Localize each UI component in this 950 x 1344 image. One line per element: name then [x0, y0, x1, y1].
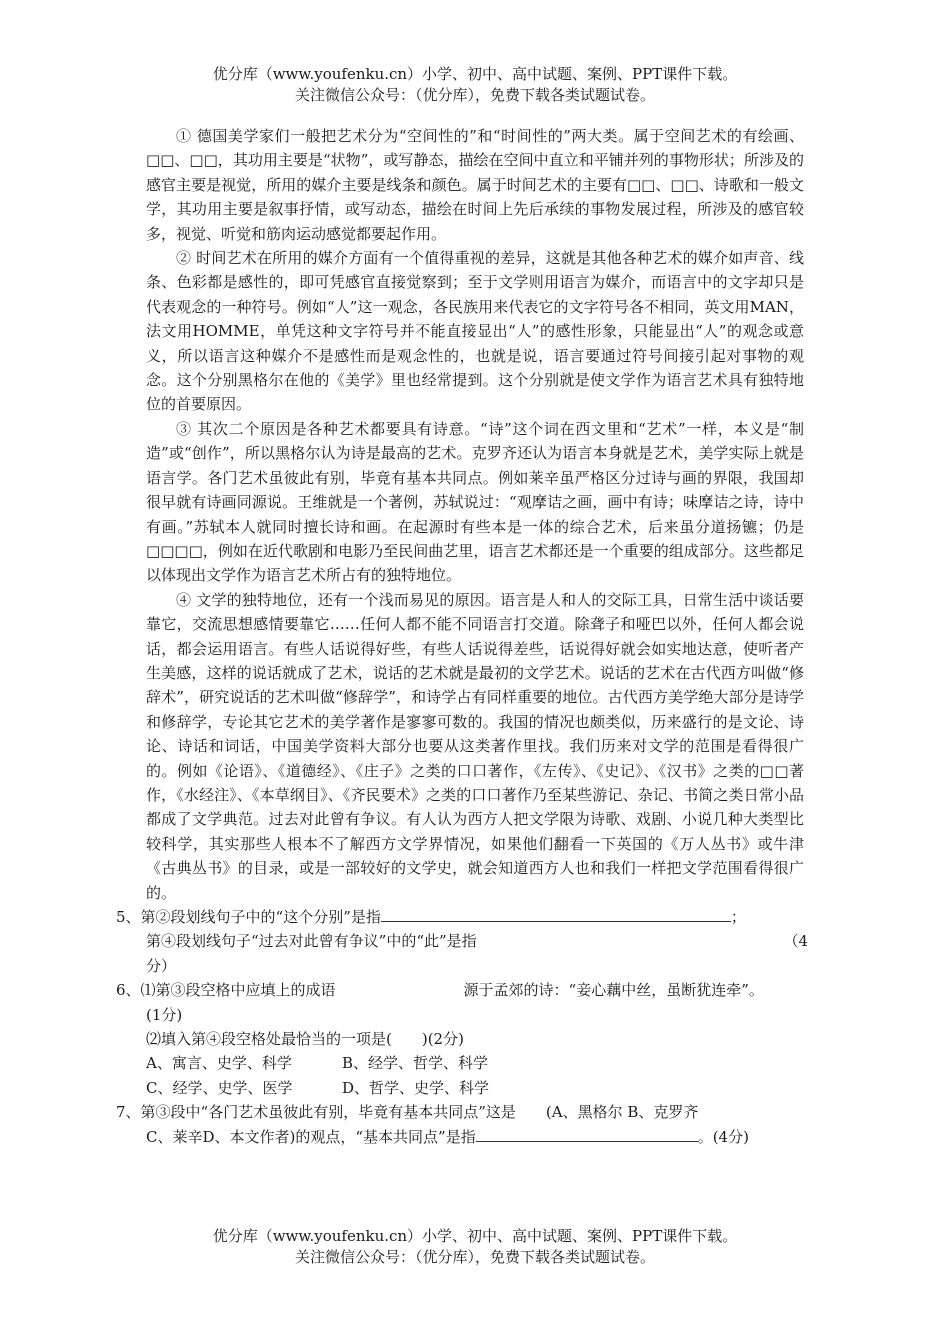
q6-part1-b: 源于孟郊的诗：“妾心藕中丝，虽断犹连牵”。 [463, 981, 764, 1000]
q7-line2-a: C、莱辛D、本文作者)的观点，“基本共同点”是指 [146, 1127, 476, 1146]
page-footer [0, 1226, 950, 1268]
q6-part1-a: 6、⑴第③段空格中应填上的成语 [116, 981, 336, 1000]
q5-answer-blank-1[interactable] [381, 905, 731, 922]
paragraph-3: ③ 其次二个原因是各种艺术都要具有诗意。“诗”这个词在西文里和“艺术”一样，本义是“制造”或“创作”，所以黑格尔认为诗是最高的艺术。克罗齐还认为语言本身就是艺术，美学实际上就是语言学。各门艺术虽彼此有别，毕竟有基本共同点。例如莱辛虽严格区分过诗与画的界限，我国却很早就有诗画同源说。王维就是一个著例，苏轼说过：“观摩诘之画，画中有诗；味摩诘之诗，诗中有画。”苏轼本人就同时擅长诗和画。在起源时有些本是一体的综合艺术，后来虽分道扬镳；仍是□□□□，例如在近代歌剧和电影乃至民间曲艺里，语言艺术都还是一个重要的组成部分。这些都足以体现出文学作为语言艺术所占有的独特地位。 [146, 419, 804, 585]
q7-answer-blank[interactable] [476, 1125, 698, 1142]
q6-option-d[interactable]: D、哲学、史学、科学 [342, 1078, 490, 1097]
question-5 [116, 905, 808, 978]
q6-part2: ⑵填入第④段空格处最恰当的一项是( )(2分) [146, 1030, 464, 1049]
q5-score-b: 分） [146, 956, 177, 975]
q5-score-a: （4 [783, 932, 808, 951]
paragraph-2: ② 时间艺术在所用的媒介方面有一个值得重视的差异，这就是其他各种艺术的媒介如声音、线条、色彩都是感性的，即可凭感官直接觉察到；至于文学则用语言为媒介，而语言中的文字却只是代表观念的一种符号。例如“人”这一观念，各民族用来代表它的文字符号各不相同，英文用MAN，法文用HOMME，单凭这种文字符号并不能直接显出“人”的感性形象，只能显出“人”的观念或意义，所以语言这种媒介不是感性而是观念性的，也就是说，语言要通过符号间接引起对事物的观念。这个分别黑格尔在他的《美学》里也经常提到。这个分别就是使文学作为语言艺术具有独特地位的首要原因。 [146, 249, 804, 414]
paragraph-1: ① 德国美学家们一般把艺术分为“空间性的”和“时间性的”两大类。属于空间艺术的有绘画、□□、□□，其功用主要是“状物”，或写静态，描绘在空间中直立和平铺并列的事物形状；所涉及的感官主要是视觉，所用的媒介主要是线条和颜色。属于时间艺术的主要有□□、□□、诗歌和一般文学，其功用主要是叙事抒情，或写动态，描绘在时间上先后承续的事物发展过程，所涉及的感官较多，视觉、听觉和筋肉运动感觉都要起作用。 [146, 127, 804, 243]
q5-line2: 第④段划线句子“过去对此曾有争议”中的“此”是指 [146, 932, 477, 951]
question-6 [116, 978, 804, 1100]
q6-option-c[interactable]: C、经学、史学、医学 [146, 1078, 293, 1097]
paragraph-4: ④ 文学的独特地位，还有一个浅而易见的原因。语言是人和人的交际工具，日常生活中谈话要靠它，交流思想感情要靠它……任何人都不能不同语言打交道。除聋子和哑巴以外，任何人都会说话，都会运用语言。有些人话说得好些，有些人话说得差些，话说得好就会如实地达意，使听者产生美感，这样的说话就成了艺术，说话的艺术就是最初的文学艺术。说话的艺术在古代西方叫做“修辞术”，研究说话的艺术叫做“修辞学”，和诗学占有同样重要的地位。古代西方美学绝大部分是诗学和修辞学，专论其它艺术的美学著作是寥寥可数的。我国的情况也颇类似，历来盛行的是文论、诗论、诗话和词话，中国美学资料大部分也要从这类著作里找。我们历来对文学的范围是看得很广的。例如《论语》、《道德经》、《庄子》之类的口口著作，《左传》、《史记》、《汉书》之类的□□著作，《水经注》、《本草纲目》、《齐民要术》之类的口口著作乃至某些游记、杂记、书简之类日常小品都成了文学典范。过去对此曾有争议。有人认为西方人把文学限为诗歌、戏剧、小说几种大类型比较科学，其实那些人根本不了解西方文学界情况，如果他们翻看一下英国的《万人丛书》或牛津《古典丛书》的目录，或是一部较好的文学史，就会知道西方人也和我们一样把文学范围看得很广的。 [146, 590, 804, 902]
document-body [116, 124, 808, 1149]
question-7 [116, 1100, 804, 1149]
header-line-2: 关注微信公众号：（优分库），免费下载各类试题试卷。 [294, 86, 655, 104]
q6-part1-score: (1分) [146, 1005, 183, 1024]
q5-line1: 5、第②段划线句子中的“这个分别”是指 [116, 908, 381, 926]
page-header [0, 64, 950, 106]
q7-line2-b: 。(4分) [697, 1127, 749, 1146]
footer-line-1: 优分库（www.youfenku.cn）小学、初中、高中试题、案例、PPT课件下载。 [212, 1227, 738, 1245]
q7-line1: 7、第③段中“各门艺术虽彼此有别，毕竟有基本共同点”这是 (A、黑格尔 B、克罗齐 [116, 1103, 699, 1122]
q6-option-b[interactable]: B、经学、哲学、科学 [342, 1054, 489, 1073]
header-line-1: 优分库（www.youfenku.cn）小学、初中、高中试题、案例、PPT课件下载。 [212, 65, 738, 83]
q6-option-a[interactable]: A、寓言、史学、科学 [146, 1054, 292, 1073]
q5-line1-end: ； [730, 908, 746, 926]
footer-line-2: 关注微信公众号：（优分库），免费下载各类试题试卷。 [294, 1248, 655, 1266]
